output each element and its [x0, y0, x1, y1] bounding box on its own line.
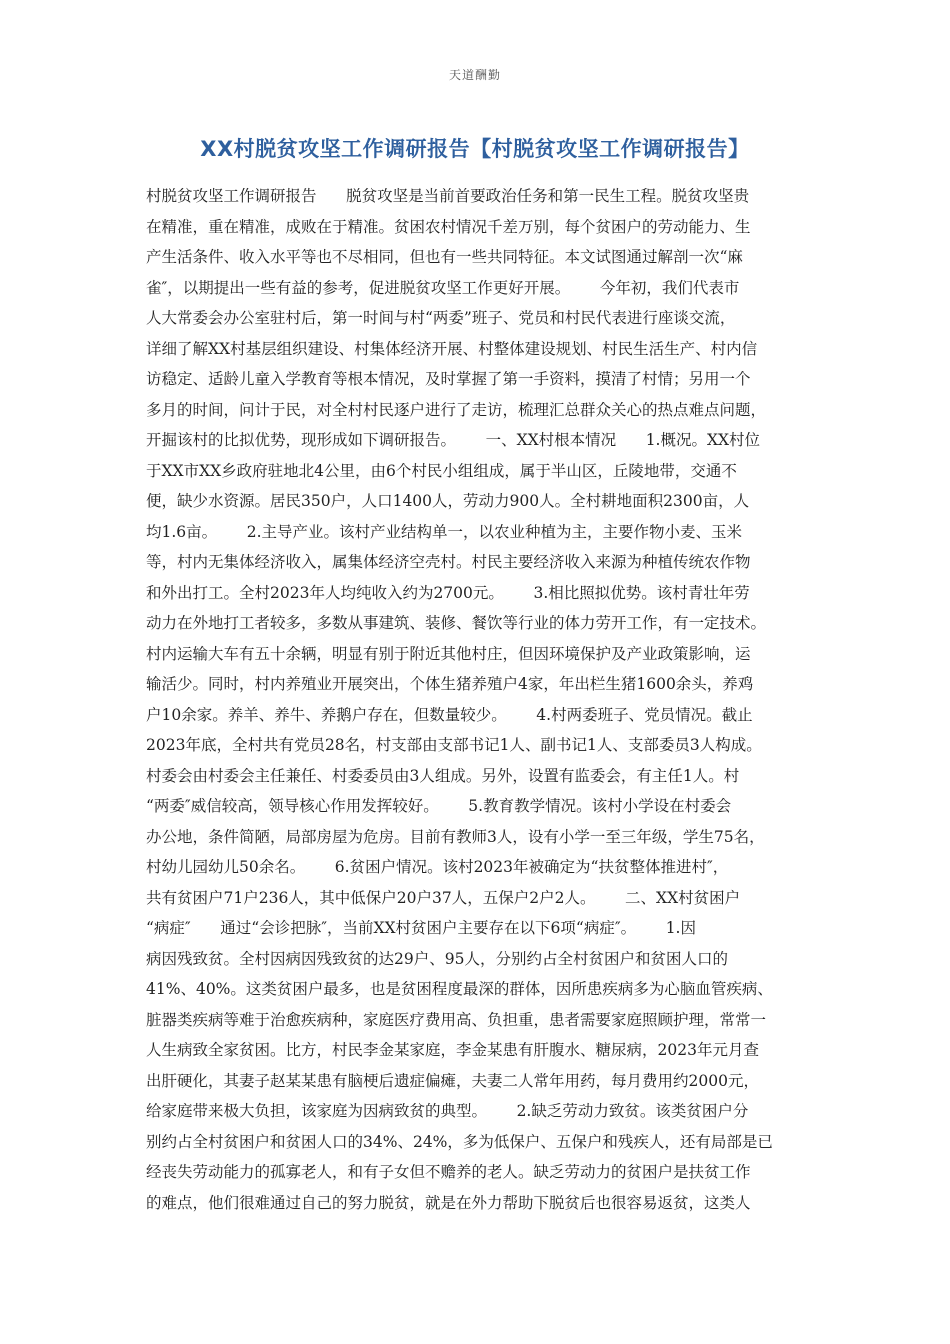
body-line: 经丧失劳动能力的孤寡老人，和有子女但不赡养的老人。缺乏劳动力的贫困户是扶贫工作 [146, 1163, 751, 1181]
body-line: 均1.6亩。 2.主导产业。该村产业结构单一，以农业种植为主，主要作物小麦、玉米 [146, 522, 743, 541]
body-line: 等，村内无集体经济收入，属集体经济空壳村。村民主要经济收入来源为种植传统农作物 [146, 553, 751, 571]
body-line: 户10余家。养羊、养牛、养鹅户存在，但数量较少。 4.村两委班子、党员情况。截止 [146, 705, 753, 724]
body-line: 村委会由村委会主任兼任、村委委员由3人组成。另外，设置有监委会，有主任1人。村 [146, 766, 740, 785]
body-line: 别约占全村贫困户和贫困人口的34%、24%，多为低保户、五保户和残疾人，还有局部是已 [146, 1132, 773, 1151]
body-line: 给家庭带来极大负担，该家庭为因病致贫的典型。 2.缺乏劳动力致贫。该类贫困户分 [146, 1102, 749, 1120]
body-line: 出肝硬化，其妻子赵某某患有脑梗后遗症偏瘫，夫妻二人常年用药，每月费用约2000元， [146, 1071, 759, 1090]
body-line: 村幼儿园幼儿50余名。 6.贫困户情况。该村2023年被确定为“扶贫整体推进村″， [146, 858, 729, 876]
document-body [146, 181, 826, 1218]
body-line: 2023年底，全村共有党员28名，村支部由支部书记1人、副书记1人、支部委员3人构成。 [146, 736, 762, 754]
body-line: 详细了解XX村基层组织建设、村集体经济开展、村整体建设规划、村民生活生产、村内信 [146, 339, 758, 358]
body-line: 动力在外地打工者较多，多数从事建筑、装修、餐饮等行业的体力劳开工作，有一定技术。 [146, 614, 767, 632]
header-mark: 天道酬勤 [448, 68, 501, 82]
body-line: 人生病致全家贫困。比方，村民李金某家庭，李金某患有肝腹水、糖尿病，2023年元月查 [146, 1041, 759, 1059]
body-line: “病症″ 通过“会诊把脉″，当前XX村贫困户主要存在以下6项“病症″。 1.因 [146, 919, 696, 937]
body-line: 脏器类疾病等难于治愈疾病种，家庭医疗费用高、负担重，患者需要家庭照顾护理，常常一 [146, 1010, 767, 1029]
body-line: 产生活条件、收入水平等也不尽相同，但也有一些共同特征。本文试图通过解剖一次“麻 [146, 248, 743, 266]
document-title: XX村脱贫攻坚工作调研报告【村脱贫攻坚工作调研报告】 [200, 137, 750, 161]
body-line: 共有贫困户71户236人，其中低保户20户37人，五保户2户2人。 二、XX村贫困户 [146, 888, 741, 907]
body-line: 病因残致贫。全村因病因残致贫的达29户、95人，分别约占全村贫困户和贫困人口的 [146, 949, 728, 968]
body-line: “两委″威信较高，领导核心作用发挥较好。 5.教育教学情况。该村小学设在村委会 [146, 797, 732, 815]
body-line: 于XX市XX乡政府驻地北4公里，由6个村民小组组成，属于半山区，丘陵地带，交通不 [146, 461, 737, 480]
body-line: 访稳定、适龄儿童入学教育等根本情况，及时掌握了第一手资料，摸清了村情；另用一个 [146, 370, 751, 388]
body-line: 人大常委会办公室驻村后，第一时间与村“两委”班子、党员和村民代表进行座谈交流， [146, 309, 736, 327]
body-line: 雀″，以期提出一些有益的参考，促进脱贫攻坚工作更好开展。 今年初，我们代表市 [146, 278, 740, 297]
body-line: 便，缺少水资源。居民350户，人口1400人，劳动力900人。全村耕地面积2300亩，人 [146, 492, 750, 510]
body-line: 41%、40%。这类贫困户最多，也是贫困程度最深的群体，因所患疾病多为心脑血管疾病、 [146, 980, 773, 998]
body-line: 输活少。同时，村内养殖业开展突出，个体生猪养殖户4家，年出栏生猪1600余头，养鸡 [146, 675, 754, 693]
body-line: 村脱贫攻坚工作调研报告 脱贫攻坚是当前首要政治任务和第一民生工程。脱贫攻坚贵 [146, 187, 750, 205]
body-line: 和外出打工。全村2023年人均纯收入约为2700元。 3.相比照拟优势。该村青壮年劳 [146, 583, 750, 602]
body-line: 办公地，条件简陋，局部房屋为危房。目前有教师3人，设有小学一至三年级，学生75名， [146, 827, 765, 846]
body-line: 开掘该村的比拟优势，现形成如下调研报告。 一、XX村根本情况 1.概况。XX村位 [146, 431, 761, 449]
body-line: 多月的时间，问计于民，对全村村民逐户进行了走访，梳理汇总群众关心的热点难点问题， [146, 400, 767, 419]
body-line: 在精准，重在精准，成败在于精准。贫困农村情况千差万别，每个贫困户的劳动能力、生 [146, 217, 751, 236]
body-line: 村内运输大车有五十余辆，明显有别于附近其他村庄，但因环境保护及产业政策影响，运 [146, 644, 751, 663]
body-line: 的难点，他们很难通过自己的努力脱贫，就是在外力帮助下脱贫后也很容易返贫，这类人 [146, 1193, 751, 1212]
